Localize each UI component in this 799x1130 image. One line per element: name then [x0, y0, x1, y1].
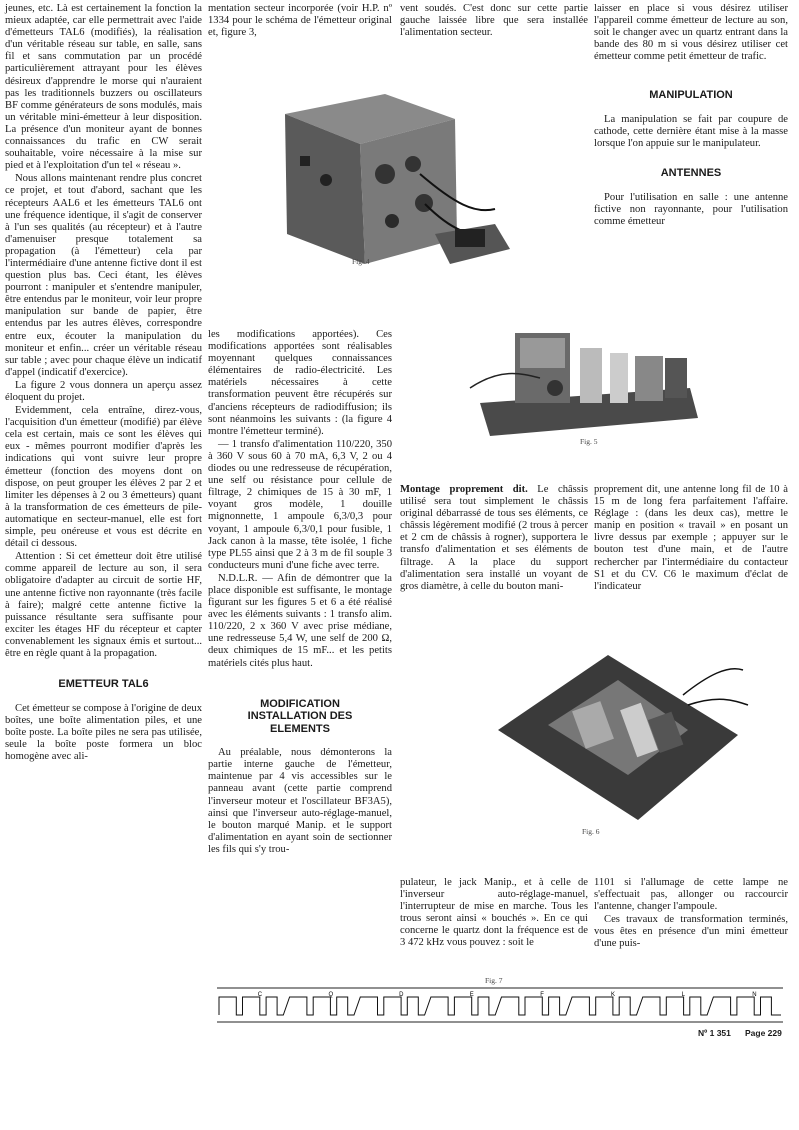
figure-6-photo: [488, 635, 778, 825]
paragraph: Pour l'utilisation en salle : une antenne fictive non rayonnante, pour l'utilisation comme émetteur: [594, 191, 788, 227]
waveform-letter: D: [399, 992, 404, 998]
figure-5-photo: [460, 318, 710, 440]
paragraph: Au préalable, nous démonterons la partie interne gauche de l'émetteur, maintenue par 4 vis accessibles sur le panneau avant (cette partie comprend l'inverseur moteur et l'oscillateur BF3A5), ainsi que l'inverseur auto-réglage-manuel, le bouton marqué Manip. et le support d'alimentation en ayant soin de sectionner les fils qui s'y trou-: [208, 747, 392, 855]
waveform-letter: L: [681, 992, 685, 998]
paragraph: Evidemment, cela entraîne, direz-vous, l'acquisition d'un émetteur (modifié) par élève cela est certain, mais ce sont les élèves qui eux - mêmes pourront modifier d'après les indications qui vont suivre leur propre émetteur (fonction des moyens dont on dispose, on peut grouper les élèves 2 par 2 et limiter les dépenses à 2 ou 3 émetteurs) quant à la transformation de ces émetteurs de pile-automatique en secteur-manuel, elle est fort simple, peu onéreuse et vous est décrite en détail ci dessous.: [5, 405, 202, 550]
column-3-top: [400, 3, 588, 39]
paragraph: jeunes, etc. Là est certainement la fonction la mieux adaptée, car elle permettrait avec l'aide d'émetteurs TAL6 (modifiés), la réalisation d'un véritable réseau sur table, en salle, sans fil et sans commutation par un procédé particulièrement attrayant pour les élèves désireux d'apprendre le morse qui n'auraient pas les traditionnels buzzers ou oscillateurs BF comme générateurs de sons modulés, mais un véritable mini-émetteur à leur disposition. La présence d'un moniteur ayant de bonnes connaissances du trafic en CW serait souhaitable, voire nécessaire à la mise sur pied et à l'exploitation d'un tel « réseau ».: [5, 3, 202, 172]
column-4-mid: [594, 484, 788, 593]
section-heading: MANIPULATION: [649, 89, 733, 102]
waveform-letter: K: [611, 992, 616, 998]
figure-6-caption: Fig. 6: [582, 827, 600, 836]
section-heading: EMETTEUR TAL6: [58, 678, 149, 691]
waveform-letter: N: [752, 992, 757, 998]
section-heading: ANTENNES: [660, 167, 722, 180]
figure-4-caption: Fig. 4: [352, 257, 370, 266]
figure-4-photo: [265, 64, 517, 280]
figure-7-waveform: [215, 985, 785, 1025]
paragraph: La figure 2 vous donnera un aperçu assez éloquent du projet.: [5, 379, 202, 403]
column-4-top: [594, 3, 788, 228]
column-3: [400, 484, 588, 593]
lead-in: Montage proprement dit.: [400, 484, 528, 495]
column-1: [5, 3, 202, 763]
figure-5-caption: Fig. 5: [580, 437, 598, 446]
paragraph: les modifications apportées). Ces modifications apportées sont réalisables moyennant quelques connaissances élémentaires de radio-électricité. Les matériels nécessaires à cette transformation peuvent être récupérés sur d'anciens récepteurs de radiodiffusion; ils sont néanmoins les suivants : (la figure 4 montre l'émetteur terminé).: [208, 329, 392, 437]
paragraph: [400, 484, 588, 593]
paragraph: Attention : Si cet émetteur doit être utilisé comme appareil de lecture au son, il sera obligatoire d'adapter au circuit de sortie HF, une antenne fictive non rayonnante (très facile à faire); malgré cette antenne fictive la puissance résultante sera suffisante pour exciter les étages HF du récepteur et capter convenablement les signaux émis et surtout... être en règle quant à la propagation.: [5, 551, 202, 659]
paragraph-text: Le châssis utilisé sera tout simplement le châssis original débarrassé de tous ses éléments, ce châssis légèrement modifié (2 trous à percer et 2 cm de châssis à rogner), supportera le transfo d'alimentation et ses éléments de filtrage. A la place du support d'alimentation sera installé un voyant de gros diamètre, à celle du bouton mani-: [400, 484, 588, 592]
figure-7-caption: Fig. 7: [485, 976, 503, 985]
paragraph: mentation secteur incorporée (voir H.P. nº 1334 pour le schéma de l'émetteur original et, figure 3,: [208, 3, 392, 39]
section-heading: MODIFICATION INSTALLATION DES ELEMENTS: [247, 697, 353, 735]
column-4-bottom: [594, 877, 788, 951]
paragraph: Nous allons maintenant rendre plus concret ce projet, et tout d'abord, sachant que les récepteurs AAL6 et les émetteurs TAL6 ont une fréquence identique, il s'agit de conserver à l'un ses qualités (au récepteur) et à l'autre d'amenuiser presque totalement sa propagation (à l'émetteur) cela par l'intermédiaire d'une antenne fictive dont il est question plus bas. Ceci étant, les élèves pourront : manipuler et s'entendre manipuler, être entendus par le moniteur, voir leur propre manipulation sur bande de papier, être entendus par les autres élèves, correspondre entre eux, écouter la manipulation du moniteur et enfin... créer un véritable réseau sur table ; avec pour chaque élève un indicatif d'appel (indicatif d'exercice).: [5, 173, 202, 378]
waveform-letter: C: [257, 992, 263, 998]
waveform-letter: E: [469, 992, 474, 998]
paragraph: Cet émetteur se compose à l'origine de deux boîtes, une boîte alimentation piles, et une boîte poste. La boîte piles ne sera pas utilisée, seule la boîte poste formera un bloc homogène avec ali-: [5, 702, 202, 762]
paragraph: proprement dit, une antenne long fil de 10 à 15 m de long fera parfaitement l'affaire. Réglage : (dans les deux cas), mettre le manip en position « travail » en posant un livre dessus par exemple ; appuyer sur le bouton test d'une main, et de l'autre rechercher par l'intermédiaire du contacteur S1 et du CV. C6 le maximum d'éclat de l'indicateur: [594, 484, 788, 592]
waveform-letter: Q: [328, 992, 334, 998]
paragraph: 1101 si l'allumage de cette lampe ne s'effectuait pas, allonger ou raccourcir l'antenne, changer l'ampoule.: [594, 877, 788, 913]
paragraph: N.D.L.R. — Afin de démontrer que la place disponible est suffisante, le montage figurant sur les figures 5 et 6 a été réalisé avec les éléments suivants : 1 transfo alim. 110/220, 2 x 360 V avec prise médiane, une redresseuse 5,4 W, une self de 200 Ω, deux chimiques de 15 mF... et les petits matériels cités plus haut.: [208, 572, 392, 669]
column-2-top: [208, 3, 392, 39]
column-2: [208, 329, 392, 856]
paragraph: laisser en place si vous désirez utiliser l'appareil comme émetteur de lecture au son, soit le changer avec un quartz entrant dans la bande des 80 m si vous désirez utiliser cet émetteur comme petit émetteur de trafic.: [594, 3, 788, 63]
issue-number: Nº 1 351: [698, 1028, 731, 1038]
column-3-bottom: [400, 877, 588, 950]
paragraph: La manipulation se fait par coupure de cathode, cette dernière étant mise à la masse lorsque l'on appuie sur le manipulateur.: [594, 113, 788, 150]
paragraph: vent soudés. C'est donc sur cette partie gauche laissée libre que sera installée l'alimentation secteur.: [400, 3, 588, 39]
paragraph: — 1 transfo d'alimentation 110/220, 350 à 360 V sous 60 à 70 mA, 6,3 V, 2 ou 4 diodes ou une redresseuse de récupération, une self ou résistance pour cellule de filtrage, 2 chimiques de 15 à 30 mF, 1 voyant gros modèle, 1 douille mignonnette, 1 ampoule 6,3/0,3 pour voyant, 1 ampoule 6,3/0,1 pour fusible, 1 Jack canon à la masse, tête isolée, 1 fiche type PL55 ainsi que 2 à 3 m de fil souple 3 conducteurs muni d'une fiche avec terre.: [208, 438, 392, 571]
paragraph: pulateur, le jack Manip., et à celle de l'inverseur auto-réglage-manuel, l'interrupteur de mise en marche. Tous les trous seront ainsi « bouchés ». En ce qui concerne le quartz dont la fréquence est de 3 472 kHz vous pouvez : soit le: [400, 877, 588, 949]
page-number: Page 229: [745, 1028, 782, 1038]
paragraph: Ces travaux de transformation terminés, vous êtes en présence d'un mini émetteur d'une puis-: [594, 914, 788, 950]
waveform-letter: F: [540, 992, 544, 998]
